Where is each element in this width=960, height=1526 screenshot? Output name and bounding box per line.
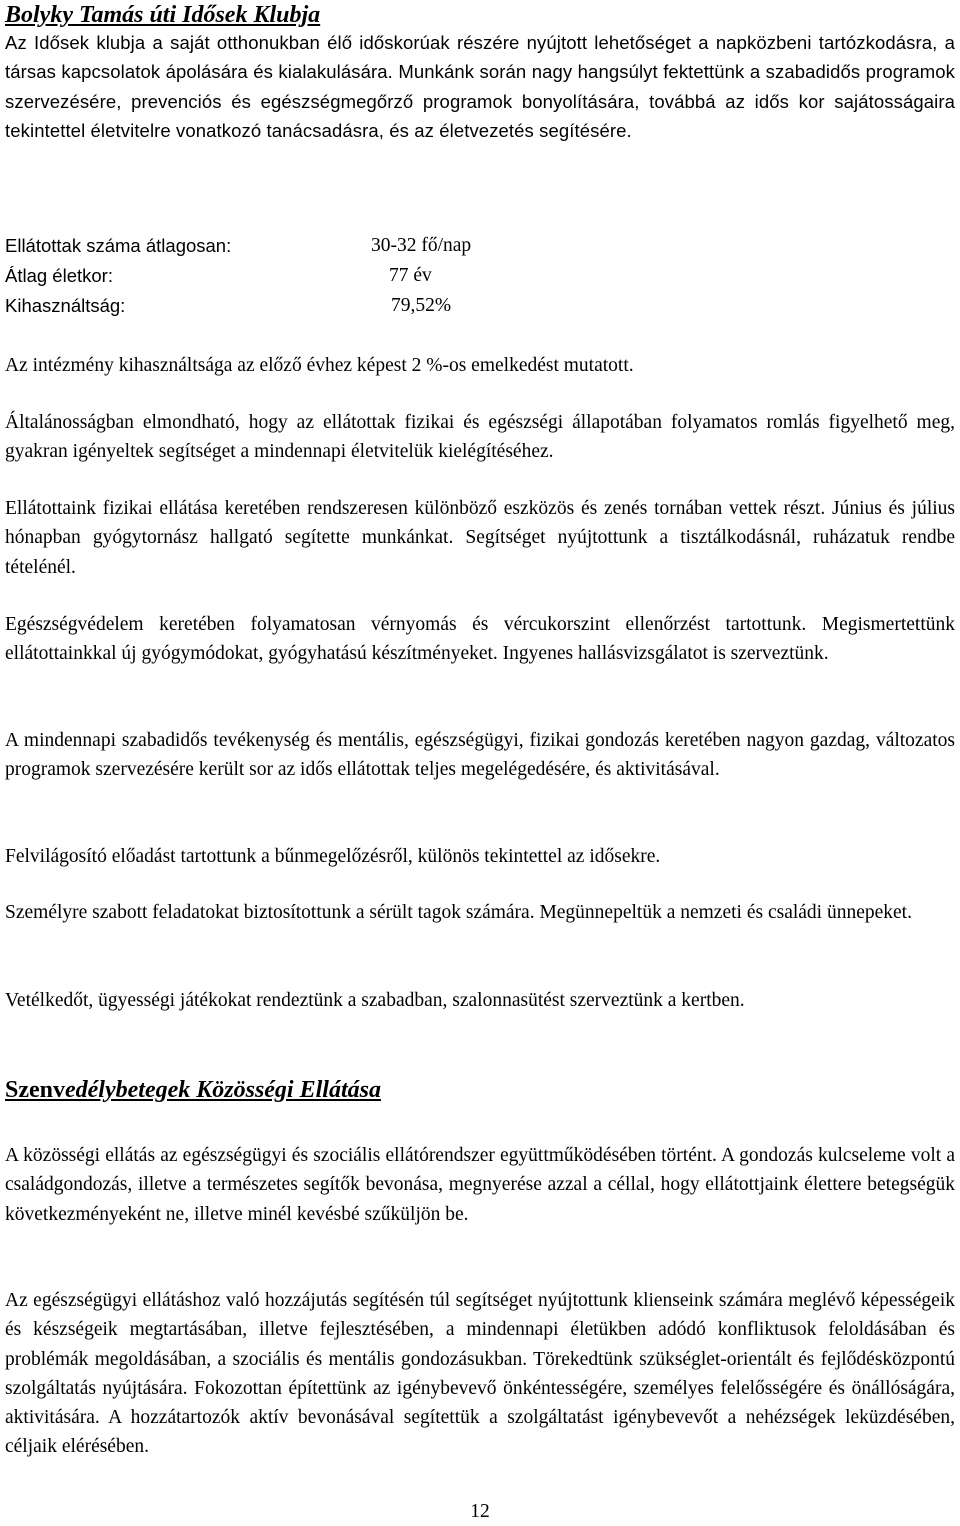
stat-value: 77 év: [389, 265, 432, 286]
section-title-szenvedelybetegek: [5, 1075, 381, 1105]
intro-paragraph: Az Idősek klubja a saját otthonukban élő időskorúak részére nyújtott lehetőséget a napközbeni tartózkodásra, a társas kapcsolatok ápolására és kialakulására. Munkánk során nagy hangsúlyt fektettünk a szabadidős programok szervezésére, prevenciós és egészségmegőrző programok bonyolítására, továbbá az idős kor sajátosságaira tekintettel életvitelre vonatkozó tanácsadásra, és az életvezetés segítésére.: [5, 32, 955, 141]
paragraph-kozossegi-ellatas: A közösségi ellátás az egészségügyi és szociális ellátórendszer együttműködésében történt. A gondozás kulcseleme volt a családgondozás, illetve a természetes segítők bevonása, megnyerése azzal a céllal, hogy ellátottjaink élettere betegségük következményeként ne, illetve minél kevésbé szűküljön be.: [5, 1145, 955, 1225]
paragraph-felvilagosito: Felvilágosító előadást tartottunk a bűnmegelőzésről, különös tekintettel az idősekre.: [5, 846, 661, 867]
paragraph-szabadido: A mindennapi szabadidős tevékenység és mentális, egészségügyi, fizikai gondozás keretében nagyon gazdag, változatos programok szervezésére került sor az idős ellátottak teljes megelégedésére, és aktivitásával.: [5, 730, 955, 781]
stat-label: Ellátottak száma átlagosan:: [5, 235, 232, 256]
paragraph-allapot: Általánosságban elmondható, hogy az ellátottak fizikai és egészségi állapotában folyamatos romlás figyelhető meg, gyakran igényeltek segítséget a mindennapi életvitelük kielégítéséhez.: [5, 412, 955, 463]
paragraph-unnepek: Személyre szabott feladatokat biztosítottunk a sérült tagok számára. Megünnepeltük a nemzeti és családi ünnepeket.: [5, 902, 912, 923]
paragraph-fizikai-ellatas: Ellátottaink fizikai ellátása keretében rendszeresen különböző eszközös és zenés tornában vettek részt. Június és július hónapban gyógytornász hallgató segítette munkánkat. Segítséget nyújtottunk a tisztálkodásnál, ruházatuk rendbe tételénél.: [5, 498, 955, 578]
stats-block: [5, 231, 705, 321]
stat-row-eletkor: [5, 261, 705, 291]
stat-row-ellatottak: [5, 231, 705, 261]
stat-label: Kihasználtság:: [5, 295, 126, 316]
page-number: 12: [470, 1501, 490, 1522]
stat-row-kihasznaltsag: [5, 291, 705, 321]
section-title-idosek-klubja: Bolyky Tamás úti Idősek Klubja: [5, 2, 321, 28]
section-title-part: Szenv: [5, 1077, 65, 1103]
stat-value: 79,52%: [391, 295, 452, 316]
paragraph-vetelkedo: Vetélkedőt, ügyességi játékokat rendeztünk a szabadban, szalonnasütést szerveztünk a kertben.: [5, 990, 745, 1011]
paragraph-kihasznaltsag: Az intézmény kihasználtsága az előző évhez képest 2 %-os emelkedést mutatott.: [5, 355, 634, 376]
stat-value: 30-32 fő/nap: [371, 235, 472, 256]
paragraph-egeszsegugyi-ellatas: Az egészségügyi ellátáshoz való hozzájutás segítésén túl segítséget nyújtottunk klienseink számára meglévő képességeik és készségeik megtartásában, illetve fejlesztésében, a mindennapi életükben adódó konfliktusok feloldásában és problémák megoldásában, a szociális és mentális gondozásukban. Törekedtünk szükséglet-orientált és fejlődésközpontú szolgáltatás nyújtására. Fokozottan építettünk az igénybevevő önkéntességére, személyes felelősségére és önállóságára, aktivitására. A hozzátartozók aktív bevonásával segítettük a szolgáltatást igénybevevőt a nehézségek leküzdésében, céljaik elérésében.: [5, 1290, 955, 1458]
section-title-part: edélybetegek Közösségi Ellátása: [65, 1077, 381, 1103]
paragraph-egeszsegvedelem: Egészségvédelem keretében folyamatosan vérnyomás és vércukorszint ellenőrzést tartottunk. Megismertettünk ellátottainkkal új gyógymódokat, gyógyhatású készítményeket. Ingyenes hallásvizsgálatot is szerveztünk.: [5, 614, 955, 665]
stat-label: Átlag életkor:: [5, 265, 113, 286]
